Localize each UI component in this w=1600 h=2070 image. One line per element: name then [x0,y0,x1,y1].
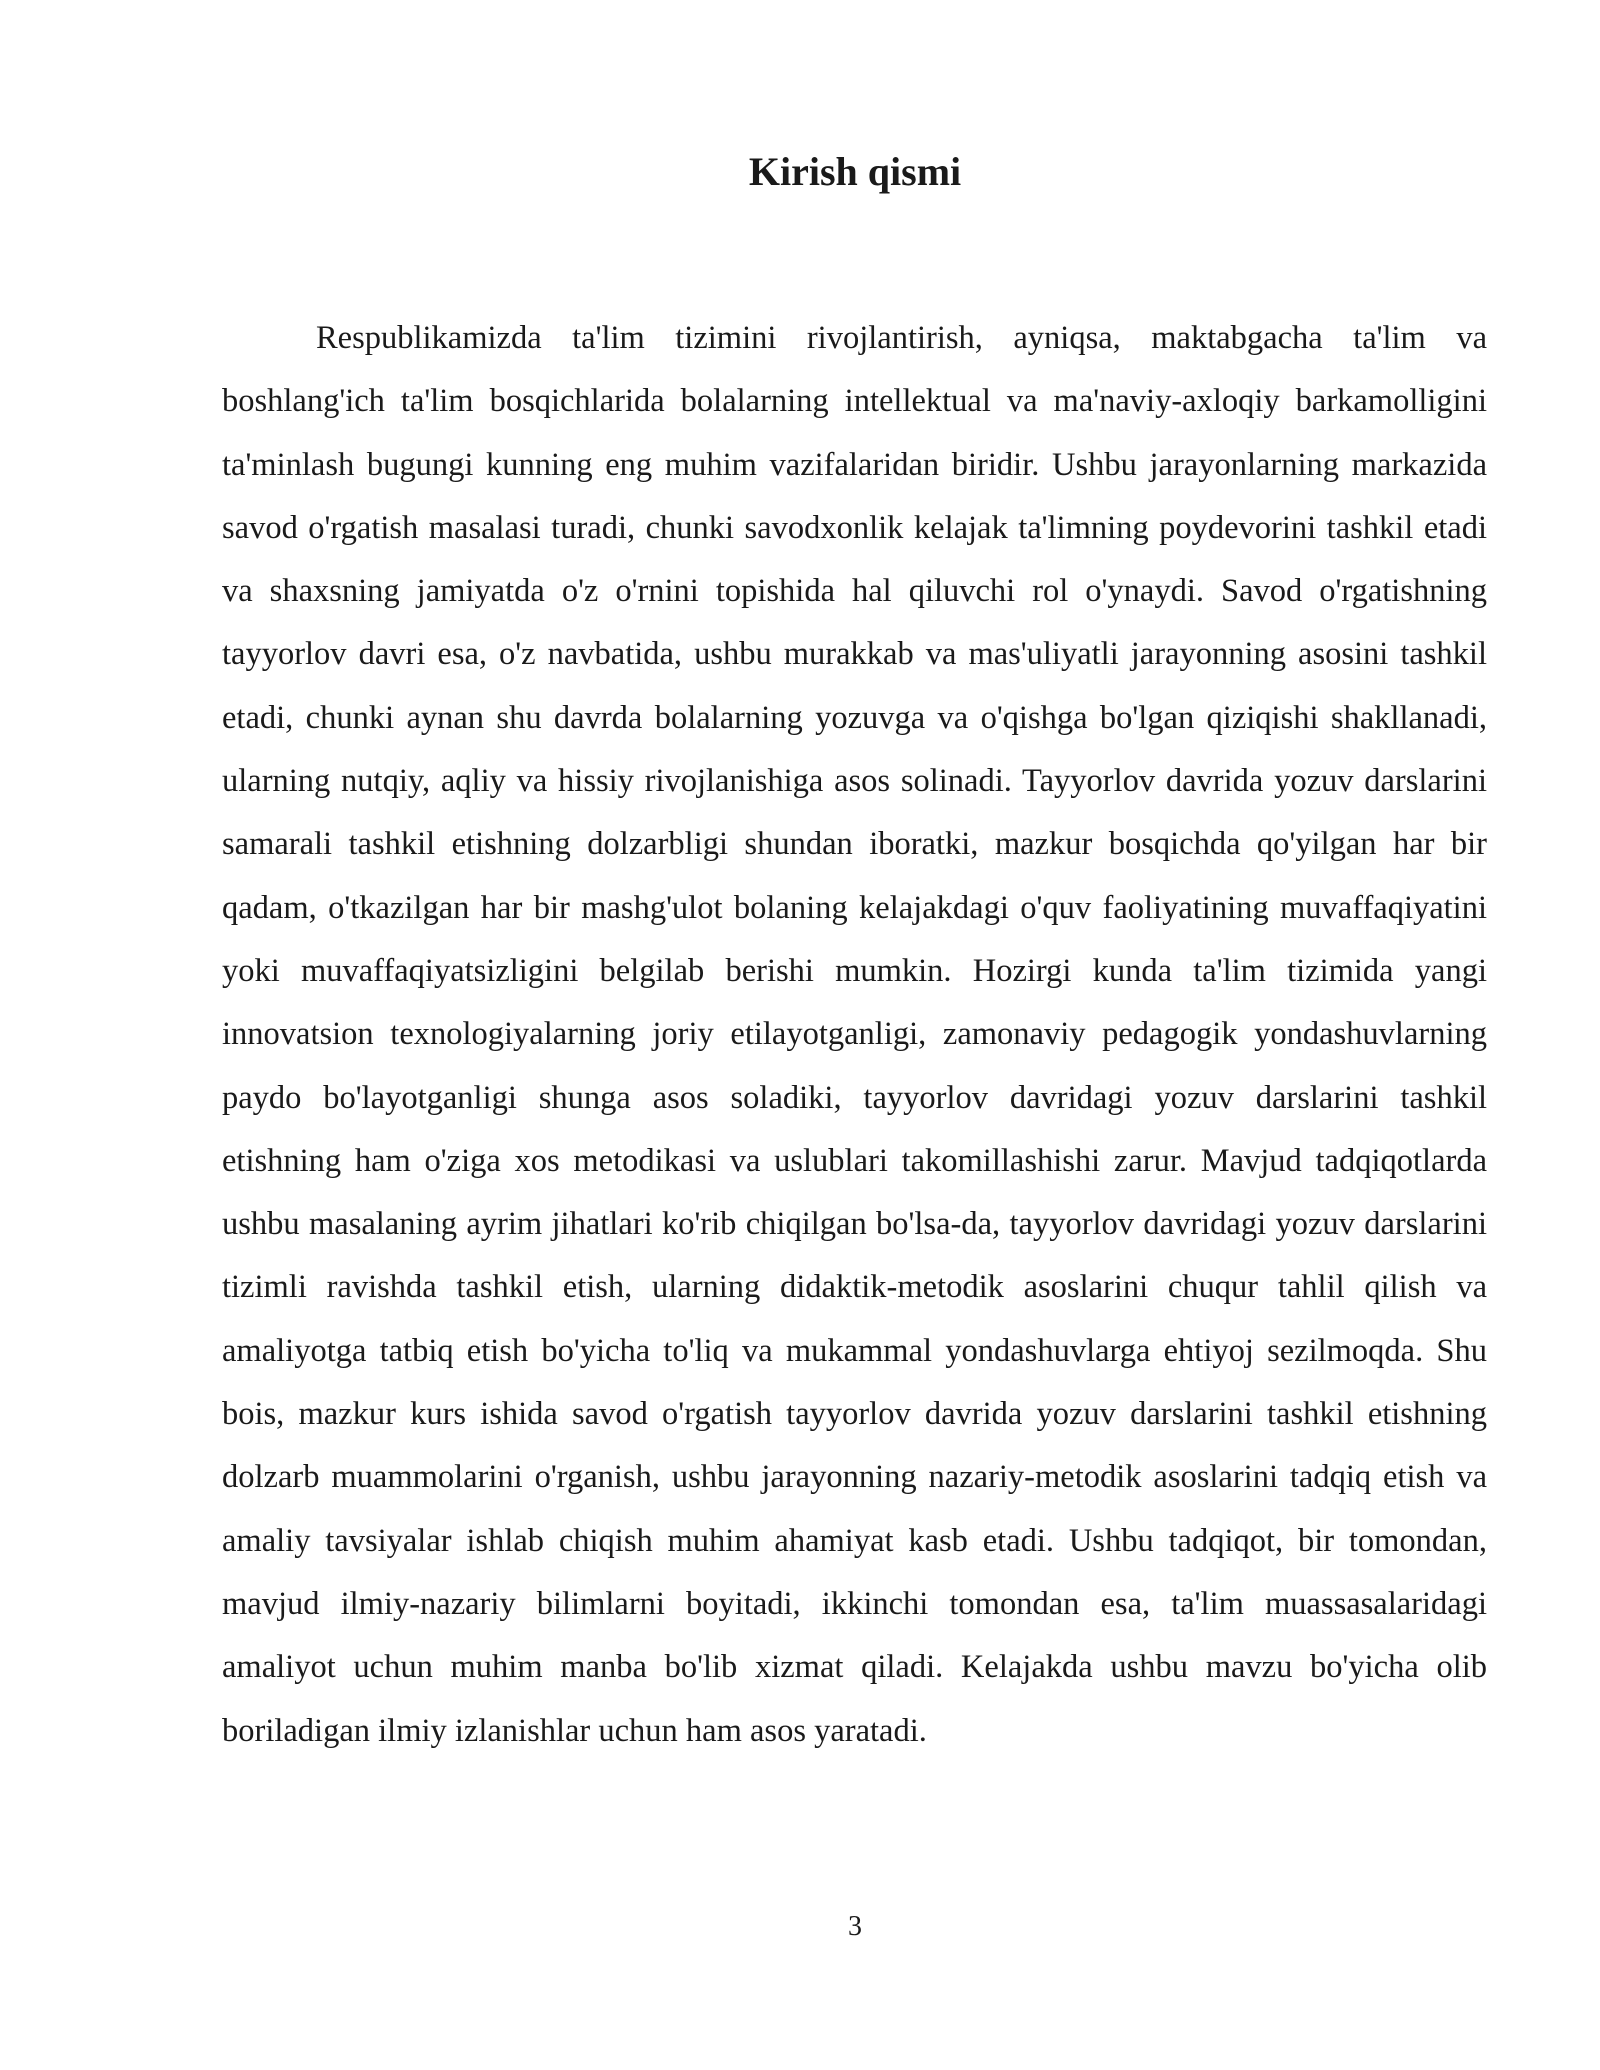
body-paragraph: Respublikamizda ta'lim tizimini rivojlantirish, ayniqsa, maktabgacha ta'lim va boshlang'ich ta'lim bosqichlarida bolalarning intellektual va ma'naviy-axloqiy barkamolligini ta'minlash bugungi kunning eng muhim vazifalaridan biridir. Ushbu jarayonlarning markazida savod o'rgatish masalasi turadi, chunki savodxonlik kelajak ta'limning poydevorini tashkil etadi va shaxsning jamiyatda o'z o'rnini topishida hal qiluvchi rol o'ynaydi. Savod o'rgatishning tayyorlov davri esa, o'z navbatida, ushbu murakkab va mas'uliyatli jarayonning asosini tashkil etadi, chunki aynan shu davrda bolalarning yozuvga va o'qishga bo'lgan qiziqishi shakllanadi, ularning nutqiy, aqliy va hissiy rivojlanishiga asos solinadi. Tayyorlov davrida yozuv darslarini samarali tashkil etishning dolzarbligi shundan iboratki, mazkur bosqichda qo'yilgan har bir qadam, o'tkazilgan har bir mashg'ulot bolaning kelajakdagi o'quv faoliyatining muvaffaqiyatini yoki muvaffaqiyatsizligini belgilab berishi mumkin. Hozirgi kunda ta'lim tizimida yangi innovatsion texnologiyalarning joriy etilayotganligi, zamonaviy pedagogik yondashuvlarning paydo bo'layotganligi shunga asos soladiki, tayyorlov davridagi yozuv darslarini tashkil etishning ham o'ziga xos metodikasi va uslublari takomillashishi zarur. Mavjud tadqiqotlarda ushbu masalaning ayrim jihatlari ko'rib chiqilgan bo'lsa-da, tayyorlov davridagi yozuv darslarini tizimli ravishda tashkil etish, ularning didaktik-metodik asoslarini chuqur tahlil qilish va amaliyotga tatbiq etish bo'yicha to'liq va mukammal yondashuvlarga ehtiyoj sezilmoqda. Shu bois, mazkur kurs ishida savod o'rgatish tayyorlov davrida yozuv darslarini tashkil etishning dolzarb muammolarini o'rganish, ushbu jarayonning nazariy-metodik asoslarini tadqiq etish va amaliy tavsiyalar ishlab chiqish muhim ahamiyat kasb etadi. Ushbu tadqiqot, bir tomondan, mavjud ilmiy-nazariy bilimlarni boyitadi, ikkinchi tomondan esa, ta'lim muassasalaridagi amaliyot uchun muhim manba bo'lib xizmat qiladi. Kelajakda ushbu mavzu bo'yicha olib boriladigan ilmiy izlanishlar uchun ham asos yaratadi. [222,320,1487,1749]
page-title: Kirish qismi [748,149,962,194]
page-number: 3 [848,1911,862,1942]
